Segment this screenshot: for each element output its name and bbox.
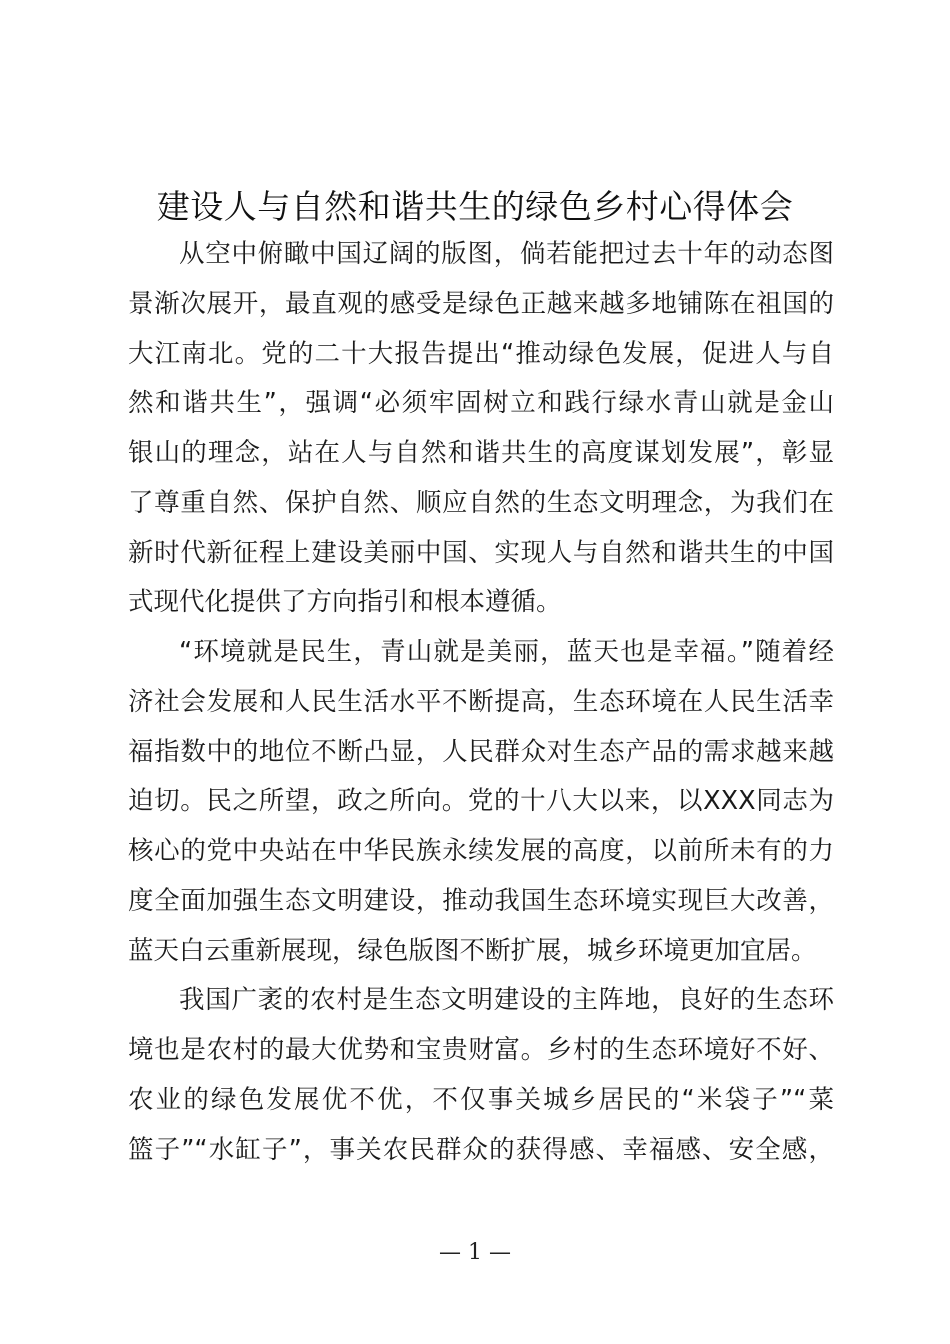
text-line: 境也是农村的最大优势和宝贵财富。乡村的生态环境好不好、 — [128, 1035, 834, 1065]
text-line: 济社会发展和人民生活水平不断提高，生态环境在人民生活幸 — [128, 686, 834, 717]
document-body — [128, 230, 834, 1175]
paragraph-2 — [128, 628, 834, 976]
text-line: 核心的党中央站在中华民族永续发展的高度，以前所未有的力 — [128, 836, 834, 866]
text-line: 了尊重自然、保护自然、顺应自然的生态文明理念，为我们在 — [128, 487, 834, 518]
paragraph-1 — [128, 230, 834, 628]
text-line: 福指数中的地位不断凸显，人民群众对生态产品的需求越来越 — [128, 736, 834, 767]
text-line: 我国广袤的农村是生态文明建设的主阵地，良好的生态环 — [179, 985, 834, 1016]
text-line: 农业的绿色发展优不优，不仅事关城乡居民的“米袋子”“菜 — [128, 1084, 834, 1115]
text-line: 度全面加强生态文明建设，推动我国生态环境实现巨大改善， — [128, 885, 834, 916]
text-line: 迫切。民之所望，政之所向。党的十八大以来，以XXX同志为 — [128, 786, 834, 817]
text-line: 景渐次展开，最直观的感受是绿色正越来越多地铺陈在祖国的 — [128, 288, 834, 319]
text-line: 篮子”“水缸子”，事关农民群众的获得感、幸福感、安全感， — [128, 1134, 834, 1165]
text-line: 从空中俯瞰中国辽阔的版图，倘若能把过去十年的动态图 — [179, 239, 834, 269]
text-line: 式现代化提供了方向指引和根本遵循。 — [128, 587, 562, 618]
text-line: 蓝天白云重新展现，绿色版图不断扩展，城乡环境更加宜居。 — [128, 935, 817, 966]
text-line: 新时代新征程上建设美丽中国、实现人与自然和谐共生的中国 — [128, 537, 834, 568]
text-line: 大江南北。党的二十大报告提出“推动绿色发展，促进人与自 — [128, 338, 834, 369]
text-line: 然和谐共生”，强调“必须牢固树立和践行绿水青山就是金山 — [128, 388, 834, 419]
document-title: 建设人与自然和谐共生的绿色乡村心得体会 — [156, 187, 794, 226]
text-line: “环境就是民生，青山就是美丽，蓝天也是幸福。”随着经 — [179, 637, 834, 667]
page-number: — 1 — — [439, 1240, 511, 1265]
paragraph-3 — [128, 976, 834, 1175]
text-line: 银山的理念，站在人与自然和谐共生的高度谋划发展”，彰显 — [128, 438, 834, 468]
